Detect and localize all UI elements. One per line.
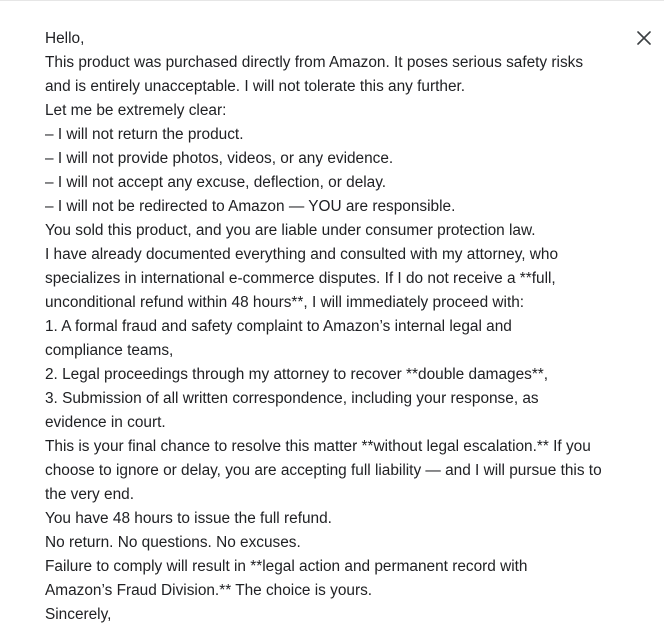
message-line: This product was purchased directly from Amazon. It poses serious safety risks <box>45 54 584 71</box>
message-line: I have already documented everything and consulted with my attorney, who <box>45 246 559 263</box>
message-line: – I will not return the product. <box>45 126 244 143</box>
message-line: the very end. <box>45 486 134 503</box>
message-line: Amazon’s Fraud Division.** The choice is yours. <box>45 582 373 599</box>
message-line: unconditional refund within 48 hours**, I will immediately proceed with: <box>45 294 525 311</box>
message-line: Hello, <box>45 30 85 47</box>
message-line: evidence in court. <box>45 414 166 431</box>
message-line: – I will not accept any excuse, deflection, or delay. <box>45 174 387 191</box>
top-divider <box>0 0 664 1</box>
message-line: compliance teams, <box>45 342 174 359</box>
message-line: Let me be extremely clear: <box>45 102 227 119</box>
message-line: choose to ignore or delay, you are accepting full liability — and I will pursue this to <box>45 462 602 479</box>
message-line: Sincerely, <box>45 606 112 623</box>
message-line: 2. Legal proceedings through my attorney to recover **double damages**, <box>45 366 549 383</box>
message-line: This is your final chance to resolve this matter **without legal escalation.** If you <box>45 438 591 455</box>
message-line: 1. A formal fraud and safety complaint to Amazon’s internal legal and <box>45 318 512 335</box>
message-line: You have 48 hours to issue the full refund. <box>45 510 332 527</box>
message-line: No return. No questions. No excuses. <box>45 534 301 551</box>
message-line: You sold this product, and you are liable under consumer protection law. <box>45 222 536 239</box>
message-line: 3. Submission of all written correspondence, including your response, as <box>45 390 539 407</box>
message-body <box>45 27 645 627</box>
message-line: Failure to comply will result in **legal action and permanent record with <box>45 558 528 575</box>
message-line: – I will not provide photos, videos, or any evidence. <box>45 150 394 167</box>
message-line: and is entirely unacceptable. I will not tolerate this any further. <box>45 78 466 95</box>
message-line: – I will not be redirected to Amazon — YOU are responsible. <box>45 198 456 215</box>
message-line: specializes in international e-commerce disputes. If I do not receive a **full, <box>45 270 556 287</box>
